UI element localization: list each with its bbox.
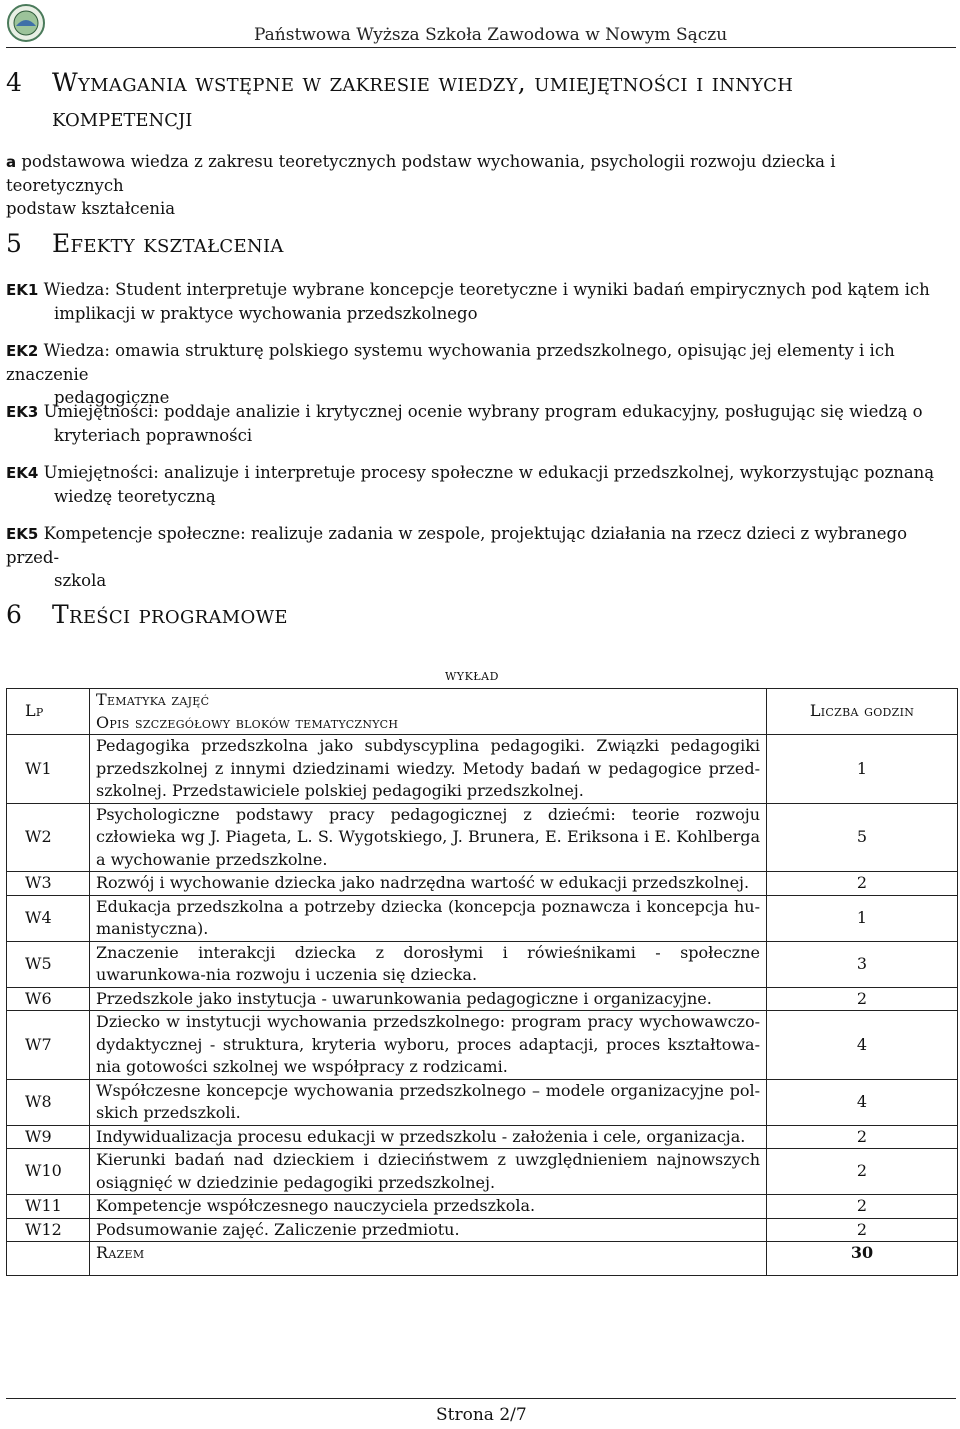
outcome-text-cont: szkola [54,571,107,590]
row-hours: 2 [767,1125,958,1149]
footer-rule [6,1398,956,1399]
outcome-text-cont: pedagogiczne [54,388,170,407]
row-hours: 3 [767,941,958,987]
section-title: Treści programowe [52,600,288,629]
prerequisite-item [6,150,956,220]
outcome-text: Umiejętności: poddaje analizie i krytycznej ocenie wybrany program edukacyjny, posługując się wiedzą o [43,402,923,421]
section-number: 5 [6,229,23,258]
row-topic: Współczesne koncepcje wychowania przedszkolnego – modele organizacyjne pol-skich przedszkoli. [90,1079,767,1125]
outcome-text-cont: implikacji w praktyce wychowania przedszkolnego [54,304,478,323]
table-row [7,1011,958,1080]
row-hours: 2 [767,1195,958,1219]
row-topic: Znaczenie interakcji dziecka z dorosłymi i rówieśnikami - społeczne uwarunkowa-nia rozwoju i uczenia się dziecka. [90,941,767,987]
row-topic: Dziecko w instytucji wychowania przedszkolnego: program pracy wychowawczo-dydaktycznej - struktura, kryteria wyboru, proces adaptacji, proces kształtowa-nia gotowości szkolnej we współpracy z rodzicami. [90,1011,767,1080]
row-topic: Przedszkole jako instytucja - uwarunkowania pedagogiczne i organizacyjne. [90,987,767,1011]
outcome-ek1 [6,278,956,325]
row-topic: Kierunki badań nad dzieckiem i dzieciństwem z uwzględnieniem najnowszych osiągnięć w dziedzinie pedagogiki przedszkolnej. [90,1149,767,1195]
row-hours: 1 [767,735,958,804]
row-topic: Kompetencje współczesnego nauczyciela przedszkola. [90,1195,767,1219]
table-row [7,987,958,1011]
section-title: Efekty kształcenia [52,229,284,258]
total-hours: 30 [767,1242,958,1276]
outcome-text: Umiejętności: analizuje i interpretuje procesy społeczne w edukacji przedszkolnej, wykorzystując poznaną [43,463,935,482]
table-row [7,735,958,804]
header-rule [6,47,956,48]
total-label: Razem [90,1242,767,1276]
header-topic-line2: Opis szczegółowy bloków tematycznych [96,712,399,732]
program-table [6,688,958,1276]
section-title: Wymagania wstępne w zakresie wiedzy, umiejętności i innych [52,68,794,97]
row-topic: Psychologiczne podstawy pracy pedagogicznej z dziećmi: teorie rozwoju człowieka wg J. Piageta, L. S. Wygotskiego, J. Brunera, E. Eriksona i E. Kohlberga a wychowanie przedszkolne. [90,803,767,872]
table-total-row [7,1242,958,1276]
table-row [7,895,958,941]
row-topic: Edukacja przedszkolna a potrzeby dziecka (koncepcja poznawcza i koncepcja hu-manistyczna). [90,895,767,941]
section-number: 6 [6,600,23,629]
row-lp: W8 [7,1079,90,1125]
row-hours: 5 [767,803,958,872]
section-4-heading [6,68,793,97]
row-lp: W10 [7,1149,90,1195]
row-lp: W2 [7,803,90,872]
header-topic [90,689,767,735]
row-hours: 4 [767,1011,958,1080]
row-hours: 2 [767,987,958,1011]
outcome-code: EK3 [6,403,39,421]
section-5-heading [6,229,284,258]
row-lp: W6 [7,987,90,1011]
row-hours: 2 [767,872,958,896]
table-row [7,1218,958,1242]
outcome-code: EK5 [6,525,39,543]
table-row [7,803,958,872]
row-hours: 2 [767,1218,958,1242]
section-6-heading [6,600,288,629]
row-topic: Indywidualizacja procesu edukacji w przedszkolu - założenia i cele, organizacja. [90,1125,767,1149]
row-lp: W3 [7,872,90,896]
item-text-cont: podstaw kształcenia [6,199,176,218]
institution-logo [6,2,46,44]
row-topic: Podsumowanie zajęć. Zaliczenie przedmiotu. [90,1218,767,1242]
table-row [7,1195,958,1219]
outcome-code: EK2 [6,342,39,360]
header-institution: Państwowa Wyższa Szkoła Zawodowa w Nowym Sączu [254,25,728,45]
row-hours: 2 [767,1149,958,1195]
row-topic: Rozwój i wychowanie dziecka jako nadrzędna wartość w edukacji przedszkolnej. [90,872,767,896]
outcome-text: Wiedza: Student interpretuje wybrane koncepcje teoretyczne i wyniki badań empirycznych pod kątem ich [43,280,930,299]
outcome-ek3 [6,400,956,447]
table-row [7,1149,958,1195]
table-caption: wykład [445,666,499,684]
row-lp: W12 [7,1218,90,1242]
row-lp: W1 [7,735,90,804]
header-topic-line1: Tematyka zajęć [96,690,210,709]
section-4-heading-cont: kompetencji [52,103,193,132]
header-hours: Liczba godzin [767,689,958,735]
outcome-text: Kompetencje społeczne: realizuje zadania w zespole, projektując działania na rzecz dzieci z wybranego przed- [6,524,908,567]
total-lp-empty [7,1242,90,1276]
row-topic: Pedagogika przedszkolna jako subdyscyplina pedagogiki. Związki pedagogiki przedszkolnej z innymi dziedzinami wiedzy. Metody badań w pedagogice przed-szkolnej. Przedstawiciele polskiej pedagogiki przedszkolnej. [90,735,767,804]
section-number: 4 [6,68,23,97]
table-row [7,872,958,896]
table-row [7,1125,958,1149]
row-lp: W11 [7,1195,90,1219]
row-hours: 4 [767,1079,958,1125]
outcome-text-cont: kryteriach poprawności [54,426,253,445]
row-lp: W9 [7,1125,90,1149]
outcome-ek5 [6,522,956,592]
table-row [7,941,958,987]
header-lp: Lp [7,689,90,735]
outcome-ek2 [6,339,956,409]
outcome-code: EK1 [6,281,39,299]
page-number: Strona 2/7 [436,1405,527,1425]
item-label: a [6,153,17,171]
row-lp: W4 [7,895,90,941]
outcome-code: EK4 [6,464,39,482]
item-text: podstawowa wiedza z zakresu teoretycznych podstaw wychowania, psychologii rozwoju dziecka i teoretycznych [6,152,836,195]
outcome-ek4 [6,461,956,508]
table-row [7,1079,958,1125]
row-lp: W5 [7,941,90,987]
row-lp: W7 [7,1011,90,1080]
table-header-row [7,689,958,735]
outcome-text: Wiedza: omawia strukturę polskiego systemu wychowania przedszkolnego, opisując jej elementy i ich znaczenie [6,341,895,384]
outcome-text-cont: wiedzę teoretyczną [54,487,216,506]
row-hours: 1 [767,895,958,941]
